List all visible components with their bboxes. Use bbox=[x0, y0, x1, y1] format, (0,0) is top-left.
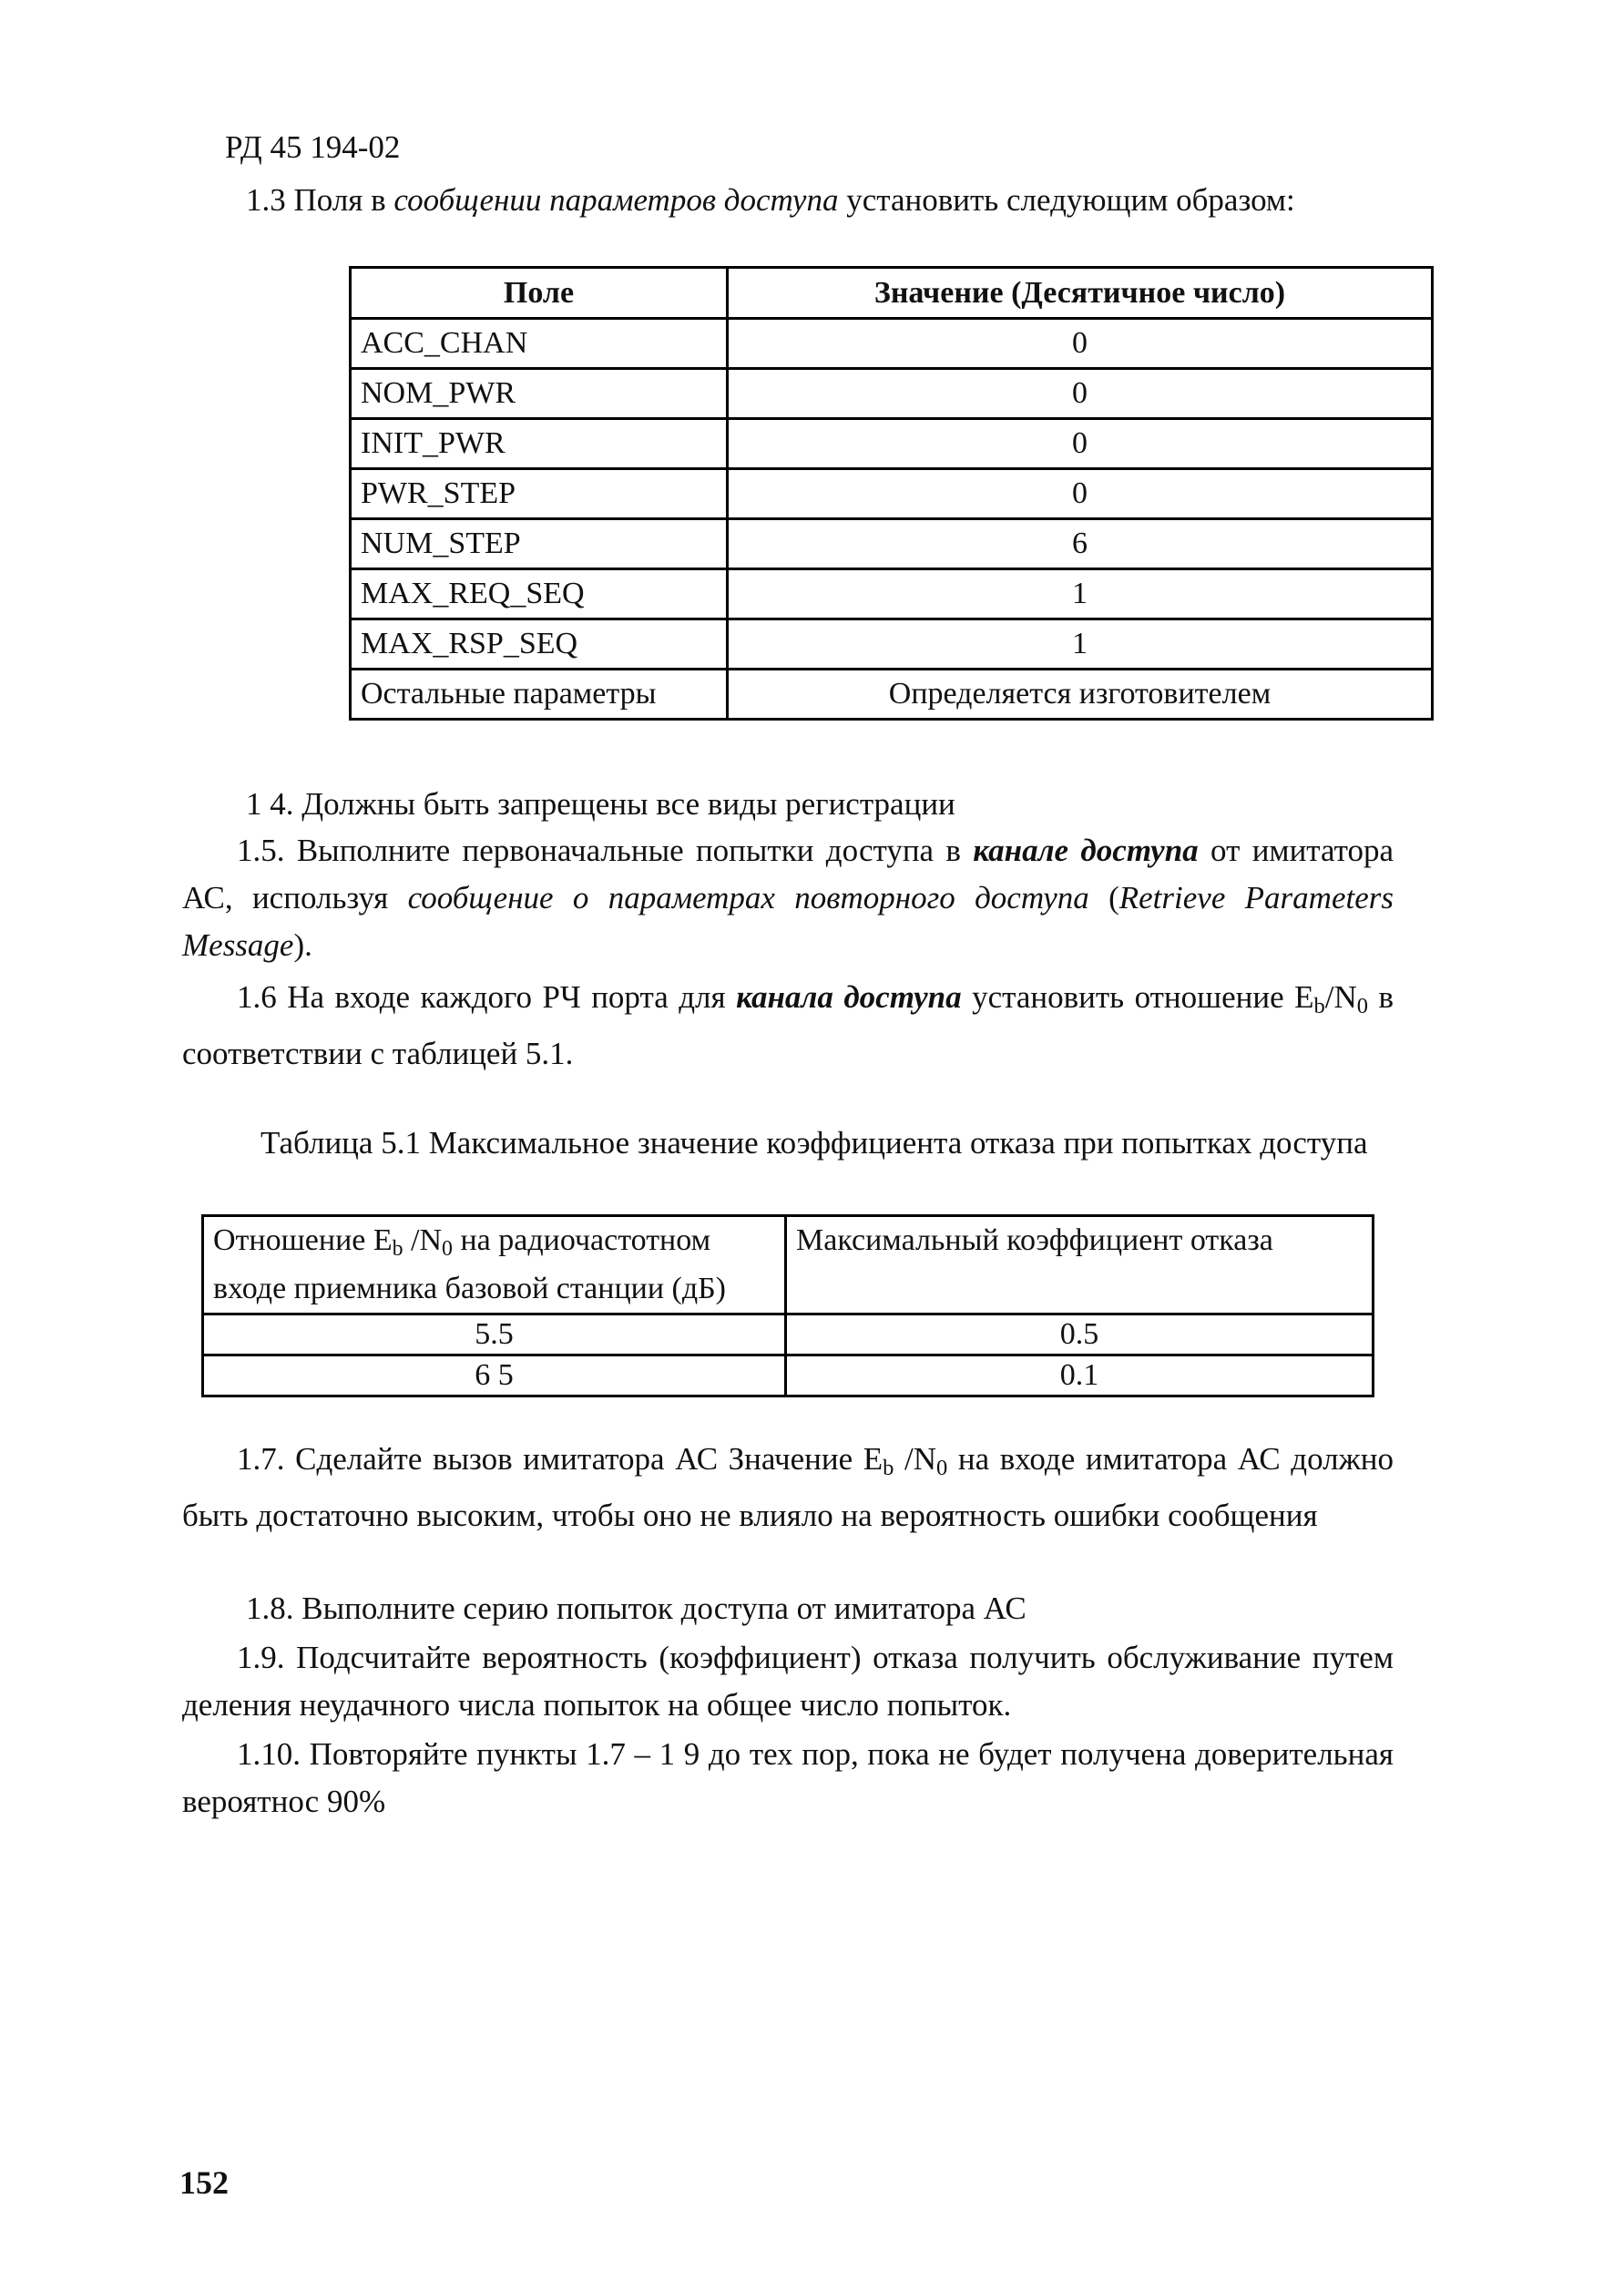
ratio-cell: 5.5 bbox=[203, 1314, 786, 1355]
paragraph-1-5: 1.5. Выполните первоначальные попытки доступа в канале доступа от имитатора АС, используя сообщение о параметрах повторного доступа (Retrieve Parameters Message). bbox=[182, 833, 1394, 963]
table-row bbox=[351, 519, 1433, 569]
value-cell: 1 bbox=[728, 569, 1433, 619]
column-header-coefficient: Максимальный коэффициент отказа bbox=[786, 1216, 1374, 1314]
intro-text-pre: Поля в bbox=[293, 182, 386, 218]
field-cell: MAX_REQ_SEQ bbox=[351, 569, 728, 619]
field-cell: Остальные параметры bbox=[351, 670, 728, 720]
intro-paragraph bbox=[246, 182, 1295, 219]
table-header-row bbox=[203, 1216, 1374, 1314]
table-row bbox=[351, 319, 1433, 369]
table-row bbox=[351, 419, 1433, 469]
value-cell: 0 bbox=[728, 369, 1433, 419]
field-cell: INIT_PWR bbox=[351, 419, 728, 469]
table-header-row bbox=[351, 268, 1433, 319]
document-header: РД 45 194-02 bbox=[225, 129, 401, 165]
access-parameters-table bbox=[349, 266, 1434, 721]
paragraph-1-4: 1 4. Должны быть запрещены все виды регистрации bbox=[246, 786, 955, 822]
column-header-field: Поле bbox=[351, 268, 728, 319]
coefficient-cell: 0.1 bbox=[786, 1355, 1374, 1396]
value-cell: 0 bbox=[728, 469, 1433, 519]
page-number: 152 bbox=[179, 2164, 229, 2201]
coefficient-cell: 0.5 bbox=[786, 1314, 1374, 1355]
paragraph-1-10: 1.10. Повторяйте пункты 1.7 – 1 9 до тех пор, пока не будет получена доверительная вероятнос 90% bbox=[182, 1736, 1394, 1819]
ratio-cell: 6 5 bbox=[203, 1355, 786, 1396]
paragraph-1-8: 1.8. Выполните серию попыток доступа от имитатора АС bbox=[246, 1591, 1026, 1626]
table-row bbox=[203, 1314, 1374, 1355]
intro-italic-term: сообщении параметров доступа bbox=[393, 182, 839, 218]
field-cell: NUM_STEP bbox=[351, 519, 728, 569]
field-cell: NOM_PWR bbox=[351, 369, 728, 419]
table-caption: Таблица 5.1 Максимальное значение коэффициента отказа при попытках доступа bbox=[260, 1125, 1368, 1161]
intro-text-post: установить следующим образом: bbox=[846, 182, 1295, 218]
table-row bbox=[351, 369, 1433, 419]
table-row bbox=[351, 670, 1433, 720]
table-row bbox=[351, 619, 1433, 670]
paragraph-1-6: 1.6 На входе каждого РЧ порта для канала доступа установить отношение $E_b/N_0$ в соответствии с таблицей 5.1. bbox=[182, 979, 1394, 1072]
value-cell: 1 bbox=[728, 619, 1433, 670]
table-row bbox=[351, 569, 1433, 619]
value-cell: 0 bbox=[728, 419, 1433, 469]
failure-coefficient-table bbox=[201, 1214, 1374, 1397]
table-row bbox=[203, 1355, 1374, 1396]
field-cell: MAX_RSP_SEQ bbox=[351, 619, 728, 670]
value-cell: 6 bbox=[728, 519, 1433, 569]
intro-number: 1.3 bbox=[246, 182, 286, 218]
field-cell: ACC_CHAN bbox=[351, 319, 728, 369]
paragraph-1-9: 1.9. Подсчитайте вероятность (коэффициент) отказа получить обслуживание путем деления неудачного числа попыток на общее число попыток. bbox=[182, 1640, 1394, 1723]
table-row bbox=[351, 469, 1433, 519]
field-cell: PWR_STEP bbox=[351, 469, 728, 519]
paragraph-1-7: 1.7. Сделайте вызов имитатора АС Значение $E_b$ $/N_0$ на входе имитатора АС должно быть достаточно высоким, чтобы оно не влияло на вероятность ошибки сообщения bbox=[182, 1441, 1394, 1534]
column-header-ratio: Отношение $E_b$ $/N_0$ на радиочастотном входе приемника базовой станции (дБ) bbox=[203, 1216, 786, 1314]
value-cell: 0 bbox=[728, 319, 1433, 369]
column-header-value: Значение (Десятичное число) bbox=[728, 268, 1433, 319]
value-cell: Определяется изготовителем bbox=[728, 670, 1433, 720]
